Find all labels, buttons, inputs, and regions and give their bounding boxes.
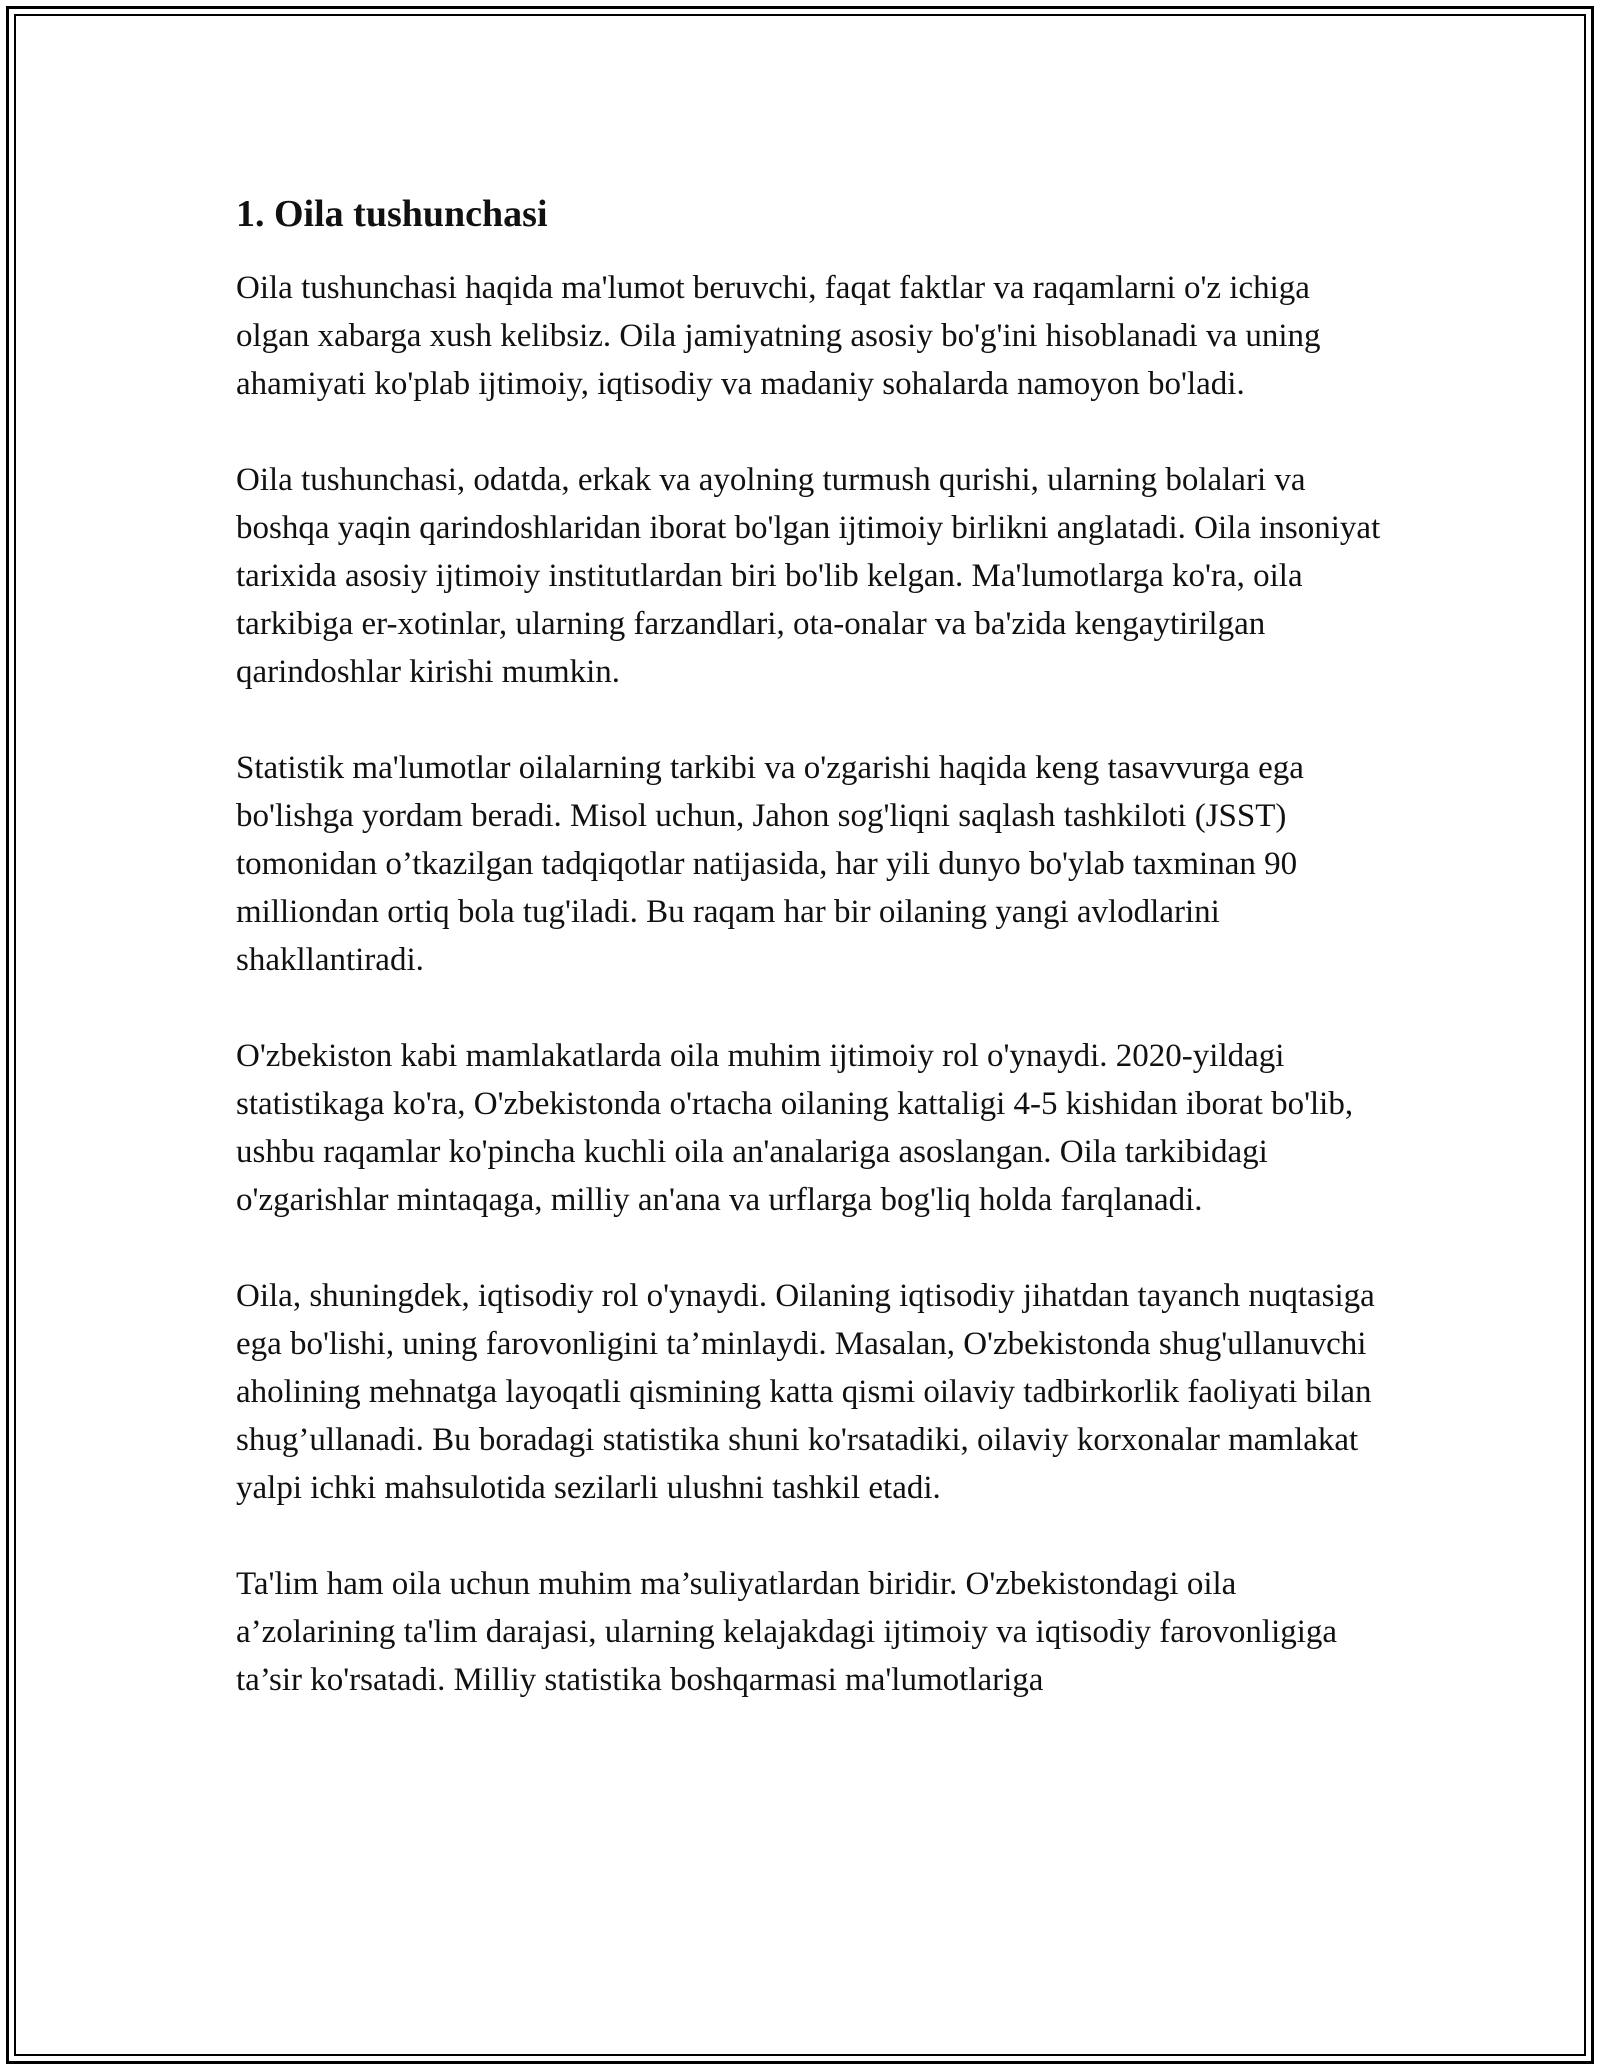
- paragraph-intro: Oila tushunchasi haqida ma'lumot beruvchi, faqat faktlar va raqamlarni o'z ichiga olgan xabarga xush kelibsiz. Oila jamiyatning asosiy bo'g'ini hisoblanadi va uning ahamiyati ko'plab ijtimoiy, iqtisodiy va madaniy sohalarda namoyon bo'ladi.: [236, 270, 1321, 402]
- document-body: [236, 190, 1386, 1752]
- paragraph-family-definition: Oila tushunchasi, odatda, erkak va ayolning turmush qurishi, ularning bolalari va boshqa yaqin qarindoshlaridan iborat bo'lgan ijtimoiy birlikni anglatadi. Oila insoniyat tarixida asosiy ijtimoiy institutlardan biri bo'lib kelgan. Ma'lumotlarga ko'ra, oila tarkibiga er-xotinlar, ularning farzandlari, ota-onalar va ba'zida kengaytirilgan qarindoshlar kirishi mumkin.: [236, 462, 1381, 690]
- paragraph-statistics: Statistik ma'lumotlar oilalarning tarkibi va o'zgarishi haqida keng tasavvurga ega bo'lishga yordam beradi. Misol uchun, Jahon sog'liqni saqlash tashkiloti (JSST) tomonidan o’tkazilgan tadqiqotlar natijasida, har yili dunyo bo'ylab taxminan 90 milliondan ortiq bola tug'iladi. Bu raqam har bir oilaning yangi avlodlarini shakllantiradi.: [236, 750, 1304, 978]
- paragraph-education: Ta'lim ham oila uchun muhim ma’suliyatlardan biridir. O'zbekistondagi oila a’zolarining ta'lim darajasi, ularning kelajakdagi ijtimoiy va iqtisodiy farovonligiga ta’sir ko'rsatadi. Milliy statistika boshqarmasi ma'lumotlariga: [236, 1566, 1338, 1698]
- paragraph-economic-role: Oila, shuningdek, iqtisodiy rol o'ynaydi. Oilaning iqtisodiy jihatdan tayanch nuqtasiga ega bo'lishi, uning farovonligini ta’minlaydi. Masalan, O'zbekistonda shug'ullanuvchi aholining mehnatga layoqatli qismining katta qismi oilaviy tadbirkorlik faoliyati bilan shug’ullanadi. Bu boradagi statistika shuni ko'rsatadiki, oilaviy korxonalar mamlakat yalpi ichki mahsulotida sezilarli ulushni tashkil etadi.: [236, 1278, 1375, 1506]
- paragraph-uzbekistan-family-size: O'zbekiston kabi mamlakatlarda oila muhim ijtimoiy rol o'ynaydi. 2020-yildagi statistikaga ko'ra, O'zbekistonda o'rtacha oilaning kattaligi 4-5 kishidan iborat bo'lib, ushbu raqamlar ko'pincha kuchli oila an'analariga asoslangan. Oila tarkibidagi o'zgarishlar mintaqaga, milliy an'ana va urflarga bog'liq holda farqlanadi.: [236, 1038, 1354, 1218]
- section-heading: 1. Oila tushunchasi: [236, 193, 548, 235]
